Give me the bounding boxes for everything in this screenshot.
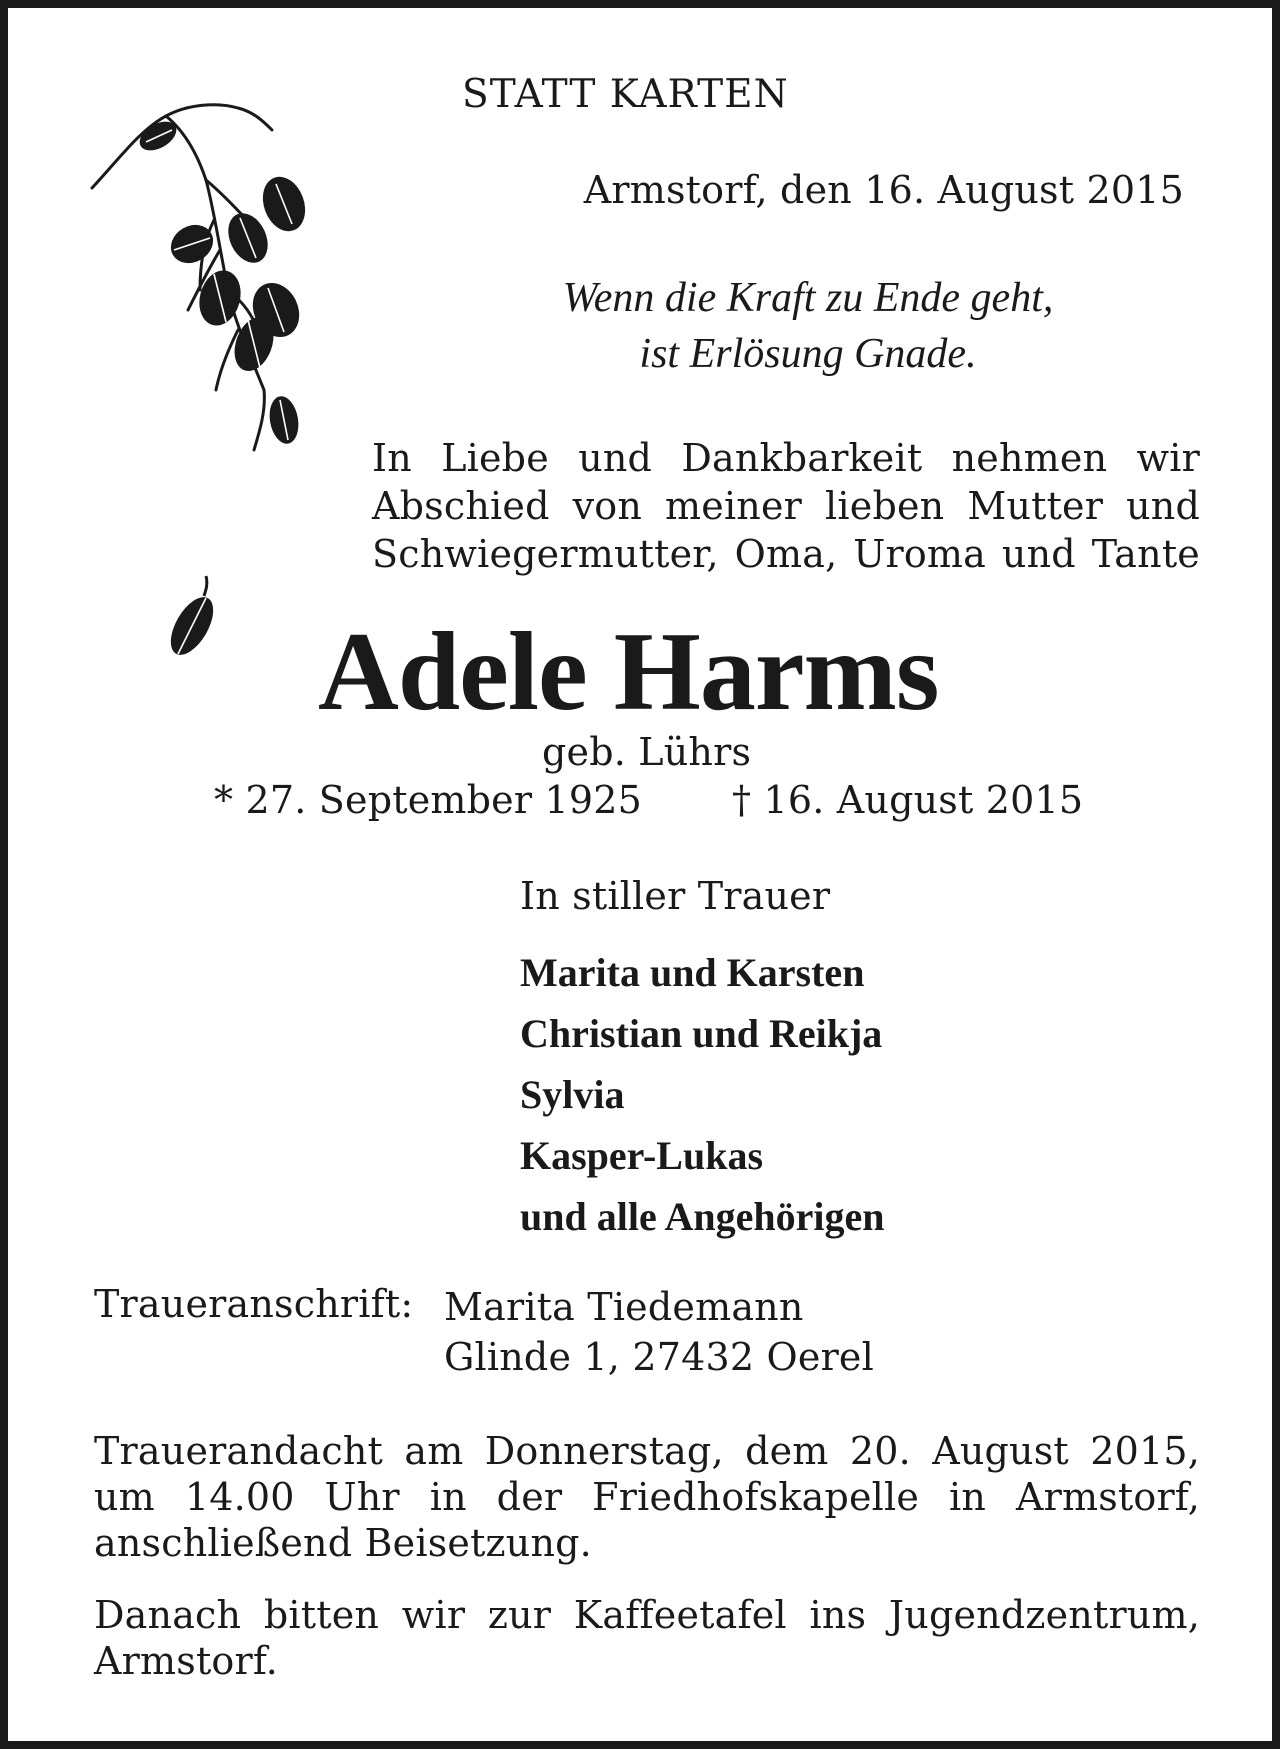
mourner: und alle Angehörigen [520,1194,885,1239]
reception-line: Armstorf. [94,1639,279,1683]
mourner: Sylvia [520,1072,625,1117]
service-line: Trauerandacht am Donnerstag, dem 20. August 2015, [94,1429,1200,1473]
intro-line: Abschied von meiner lieben Mutter und [372,484,1200,528]
intro-text [372,434,1200,578]
mourner: Kasper-Lukas [520,1133,764,1178]
heading: STATT KARTEN [462,72,789,117]
reception-line: Danach bitten wir zur Kaffeetafel ins Jugendzentrum, [94,1593,1200,1637]
birth-date: * 27. September 1925 [214,778,642,822]
place-date: Armstorf, den 16. August 2015 [583,168,1184,212]
death-date: † 16. August 2015 [732,778,1084,822]
address-line: Glinde 1, 27432 Oerel [444,1335,874,1379]
service-line: um 14.00 Uhr in der Friedhofskapelle in Armstorf, [94,1475,1200,1519]
mourning-address [444,1282,874,1382]
motto-line: Wenn die Kraft zu Ende geht, [562,275,1054,321]
mourner: Marita und Karsten [520,950,865,995]
mourner: Christian und Reikja [520,1011,883,1056]
address-label: Traueranschrift: [94,1282,414,1326]
service-line: anschließend Beisetzung. [94,1521,592,1565]
intro-line: In Liebe und Dankbarkeit nehmen wir [372,436,1200,480]
mourning-phrase: In stiller Trauer [520,874,831,918]
service-details [94,1428,1200,1566]
reception-details [94,1592,1200,1684]
deceased-name: Adele Harms [318,610,939,734]
birth-name: geb. Lührs [542,730,752,774]
mourners-list [520,942,885,1247]
intro-line: Schwiegermutter, Oma, Uroma und Tante [372,532,1200,576]
motto [488,270,1128,382]
birch-branch-icon [88,100,348,480]
address-line: Marita Tiedemann [444,1285,804,1329]
falling-leaf-icon [166,574,226,670]
motto-line: ist Erlösung Gnade. [639,331,977,377]
